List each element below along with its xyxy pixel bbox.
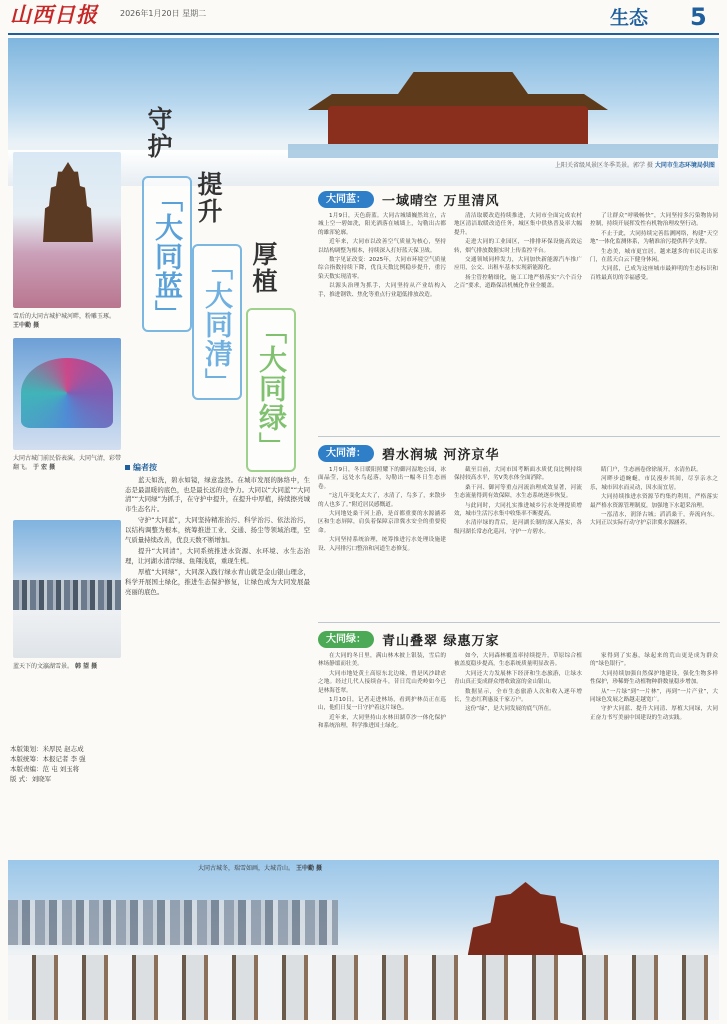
section-body-green [318,652,718,852]
article-column [454,466,582,618]
article-column [318,652,446,852]
article-paragraph: 1月10日，记者走进林场，看到护林员正在巡山，他们日复一日守护着这片绿色。 [318,697,446,712]
article-paragraph: 大同地处桑干河上游，是首都重要的水源涵养区和生态屏障，肩负着保障京津冀水安全的重要使命。 [318,511,446,534]
article-paragraph: 大同市地处黄土高原东北边缘，曾是风沙肆虐之地。经过几代人接续奋斗，昔日荒山秃岭如今已是林海苍翠。 [318,670,446,694]
article-paragraph: 交通领域同样发力，大同加快新能源汽车推广应用，公交、出租车基本实现新能源化。 [454,257,582,272]
photo-caption-1 [13,312,121,330]
article-column [590,212,718,430]
article-paragraph: 清洁取暖改造持续推进，大同市全面完成农村地区清洁取暖改造任务，城区集中供热普及率大幅提升。 [454,213,582,236]
banner-caption [555,160,715,169]
headline-verb-3: 厚植 [249,241,278,295]
banner-caption-text: 上阳关省级风景区冬季美景。郭学 摄 [555,162,653,169]
article-paragraph: 如今，大同森林覆盖率持续提升，草原综合植被盖度稳步提高，生态系统质量明显改善。 [454,653,582,668]
headline-box-3: 「大同绿」 [246,308,296,472]
header-divider [8,33,719,35]
page-number: 5 [690,3,707,31]
bottom-author: 王中勤 摄 [295,865,323,872]
section-body-blue [318,212,718,430]
section-headline: 碧水润城 河济京华 [382,447,500,463]
banner-lake [288,144,718,158]
headline-box-1: 「大同蓝」 [142,176,192,332]
section-headline: 一域晴空 万里清风 [382,193,500,209]
staff-planner: 本版策划：米厚民 赵志成 [10,745,84,753]
article-column [590,466,718,618]
headline-verb-2: 提升 [194,171,223,225]
editor-note-paragraph: 厚植“大同绿”，大同深入践行绿水青山就是金山银山理念，科学开展国土绿化，推进生态保护修复，让绿色成为大同发展最亮丽的底色。 [125,568,310,596]
photo-tower [13,152,121,308]
photo-caption-3-text: 蓝天下的文瀛湖雪景。 [13,663,74,670]
article-paragraph: 1月9日，天色蔚蓝。大同古城墙巍然耸立，古城上空一碧如洗，阳光洒落在城墙上，勾勒出古都的雄浑轮廓。 [318,213,446,236]
section-tag: 大同清： [318,445,374,462]
article-paragraph: 近年来，大同坚持山水林田湖草沙一体化保护和系统治理，科学推进国土绿化。 [318,714,446,730]
bottom-caption [198,863,322,872]
photo-author-3: 韩 望 摄 [74,663,98,670]
section-headline: 青山叠翠 绿惠万家 [382,633,500,649]
staff-coordinator: 本版统筹：本报记者 李 强 [10,755,86,763]
bottom-photo [8,860,719,1020]
section-divider [318,622,720,623]
tower-shape [43,162,93,242]
editor-note-paragraph: 提升“大同清”，大同系统推进水资源、水环境、水生态治理，让河湖水清岸绿、鱼翔浅底，重现生机。 [125,547,310,565]
article-paragraph: 从“一片绿”到“一片林”，再到“一片产业”，大同绿色发展之路越走越宽广。 [590,688,718,704]
buildings-shape [13,580,121,610]
headline-box-2: 「大同清」 [192,244,242,400]
issue-date: 2026年1月20日 星期二 [120,9,207,18]
photo-author-2: 于 宏 摄 [32,464,56,471]
staff-designer: 版 式：刘晓军 [10,775,52,783]
photo-performance [13,338,121,450]
editor-note-body [125,476,310,599]
banner-pavilion [328,106,588,144]
city-skyline [8,900,338,945]
editor-note-paragraph: 守护“大同蓝”，大同坚持精准治污、科学治污、依法治污，以结构调整为根本，统筹推进工业、交通、扬尘等领域治理，空气质量持续改善，优良天数不断增加。 [125,516,310,544]
bottom-caption-text: 大同古城冬，瑞雪如画，大城青山。 [198,865,295,872]
editor-note [125,462,310,862]
section-tag: 大同绿： [318,631,374,648]
headline-verb-1: 守护 [144,106,173,160]
article-paragraph: 数字见证改变：2025年，大同市环境空气质量综合指数持续下降，优良天数比例稳步提升，重污染天数实现清零。 [318,257,446,280]
article-paragraph: 大同持续加强自然保护地建设，强化生物多样性保护，珍稀野生动植物种群数量稳步增加。 [590,670,718,686]
editor-note-paragraph: 蓝天如洗，碧水如镜，绿意盎然。在城市发展的脉络中，生态是最温暖的底色，也是最长远的竞争力。大同以“大同蓝”“大同清”“大同绿”为抓手，在守护中提升，在提升中厚植，持续擦亮城市生态名片。 [125,476,310,513]
photo-caption-1-text: 雪后的大同古城护城河畔，粉雕玉琢。 [13,313,116,320]
article-paragraph: 生态美，城市更宜居。越来越多的市民走出家门，在蓝天白云下健身休闲。 [590,248,718,264]
article-paragraph: 了让群众“呼吸畅快”，大同坚持多污染物协同控制，持续开展挥发性有机物治理攻坚行动。 [590,213,718,228]
section-body-clear [318,466,718,618]
section-divider [318,436,720,437]
article-paragraph: 睛门户，生态画卷徐徐展开，水清鱼跃。 [601,467,702,473]
article-paragraph: 1月9日，冬日暖阳照耀下的御河湿地公园，冰面晶莹，远处水鸟起落，勾勒出一幅冬日生态画卷。 [318,467,446,490]
article-paragraph: 大同还大力发展林下经济和生态旅游，让绿水青山真正变成群众增收致富的金山银山。 [454,670,582,686]
article-paragraph: 走进大同的工业园区，一排排环保设施高效运转，烟气排放数据实时上传监控平台。 [454,239,582,254]
masthead-logo: 山西日报 [10,2,98,27]
article-column [454,652,582,852]
article-paragraph: 大同坚持系统治理，统筹推进污水处理设施建设、入河排污口整治和河道生态修复。 [318,537,446,552]
article-column [318,466,446,618]
article-column [318,212,446,430]
article-paragraph: 一泓清水，润泽古城；滔滔桑干，奔流向东。大同正以实际行动守护京津冀水源涵养。 [590,512,718,527]
photo-caption-3 [13,662,121,671]
photo-caption-2-text: 大同古城门前民俗表演。大同气清，彩带翻飞。 [13,455,122,471]
article-paragraph: 扬尘管控精细化，施工工地严格落实“六个百分之百”要求，道路保洁机械化作业全覆盖。 [454,274,582,290]
article-paragraph: 近年来，大同市以改善空气质量为核心，坚持以结构调整为根本，持续深入打好蓝天保卫战。 [318,239,446,254]
section-title-green [318,630,500,648]
headline-panel [140,86,310,461]
staff-credits [10,744,125,784]
banner-credit: 大同市生态环境局供图 [654,162,715,169]
banner-pavilion-top [398,72,528,94]
article-paragraph: 河畔步道蜿蜒，市民漫步其间，尽享亲水之乐，城市因水而灵动，因水而宜居。 [590,476,718,491]
section-name: 生态 [610,7,649,29]
article-paragraph: 与此同时，大同扎实推进城乡污水处理提质增效，城市生活污水集中收集率不断提高。 [454,502,582,518]
article-paragraph: 数据显示，全市生态旅游人次和收入逐年增长，生态红利惠及千家万户。 [454,688,582,704]
article-column [454,212,582,430]
article-paragraph: 水清岸绿的背后，是河湖长制的深入落实，各级河湖长常态化巡河，守护一方碧水。 [454,520,582,535]
fan-shape [21,358,113,428]
photo-caption-2 [13,454,121,472]
article-paragraph: 这份“绿”，是大同发展的底气所在。 [465,706,555,713]
photo-author-1: 王中勤 摄 [13,322,40,329]
article-paragraph: 大同蓝，已成为这座城市最鲜明的生态标识和百姓最真切的幸福感受。 [590,266,718,281]
article-paragraph: 大同持续推进水资源节约集约利用，严格落实最严格水资源管理制度，加强地下水超采治理。 [590,494,718,509]
article-paragraph: 家得到了实惠，绿起来的荒山更是成为群众的“绿色银行”。 [590,653,718,668]
article-paragraph: 在大同的冬日里，满山林木披上银装，雪后的林场静谧而壮美。 [318,653,446,668]
staff-editor: 本版责编：范 屯 刘玉将 [10,765,80,773]
article-paragraph: “这几年变化太大了，水清了，鸟多了，来散步的人也多了。”附近居民感慨道。 [318,493,446,508]
snow-roofs [8,955,719,1020]
article-paragraph: 不止于此，大同持续完善监测网络，构建“天空地”一体化监测体系，为精准治污提供科学支撑。 [590,230,718,246]
editor-note-heading: 编者按 [125,462,157,473]
article-paragraph: 以源头治理为抓手，大同坚持从产业结构入手，推进钢铁、焦化等重点行业超低排放改造。 [318,283,446,298]
article-paragraph: 守护大同蓝、提升大同清、厚植大同绿，大同正奋力书写美丽中国建设的生动实践。 [590,706,718,721]
section-title-clear [318,444,500,462]
article-column [590,652,718,852]
article-paragraph: 截至目前，大同市国考断面水质优良比例持续保持较高水平，劣Ⅴ类水体全面消除。 [454,467,582,482]
article-paragraph: 桑干河、御河等重点河流治理成效显著，河流生态流量得到有效保障，水生态系统逐步恢复。 [454,484,582,500]
section-tag: 大同蓝： [318,191,374,208]
section-title-blue [318,190,500,208]
photo-lake-snow [13,520,121,658]
